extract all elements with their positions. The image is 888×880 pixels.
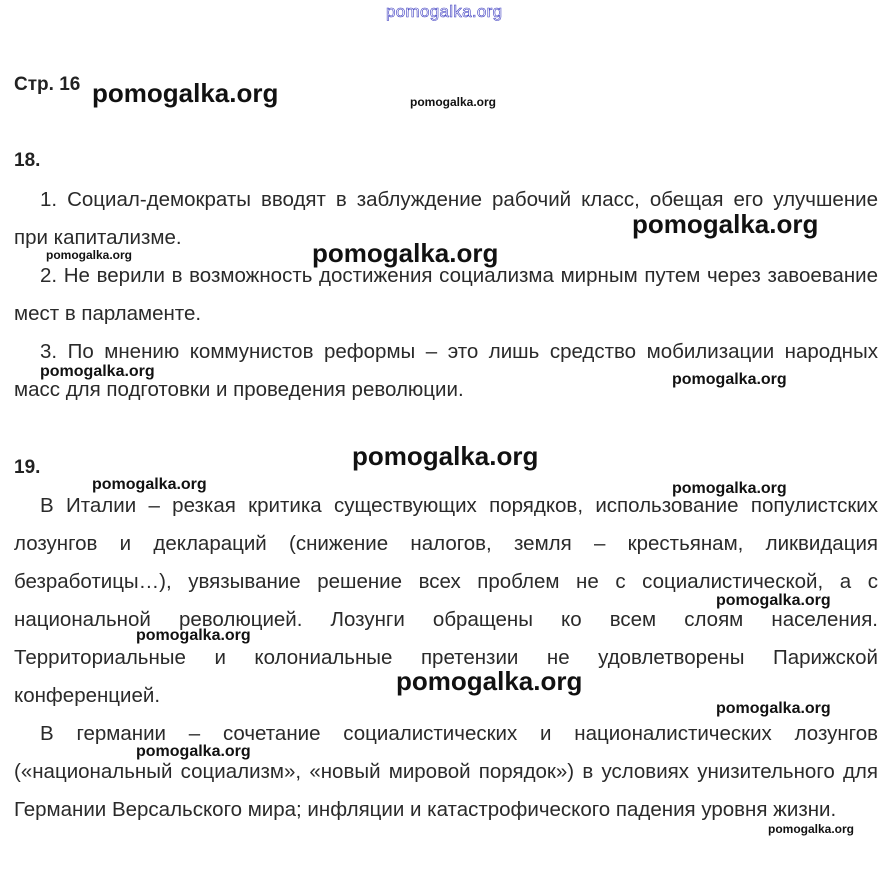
paragraph: 2. Не верили в возможность достижения социализма мирным путем через завоевание мест в парламенте. (14, 264, 878, 325)
page-label: Стр. 16 (14, 74, 81, 95)
watermark: pomogalka.org (136, 743, 251, 760)
watermark: pomogalka.org (46, 248, 133, 262)
watermark: pomogalka.org (92, 78, 279, 108)
watermark: pomogalka.org (716, 592, 831, 609)
task-number: 19. (14, 457, 41, 478)
watermark: pomogalka.org (672, 480, 787, 497)
watermark: pomogalka.org (632, 209, 819, 239)
watermark: pomogalka.org (396, 666, 583, 696)
paragraph: 3. По мнению коммунистов реформы – это лишь средство мобилизации народных масс для подготовки и проведения революции. (14, 340, 878, 401)
watermark: pomogalka.org (40, 363, 155, 380)
watermark: pomogalka.org (386, 2, 503, 21)
watermark: pomogalka.org (92, 476, 207, 493)
watermark: pomogalka.org (716, 700, 831, 717)
paragraph: В Италии – резкая критика существующих порядков, использование популистских лозунгов и деклараций (снижение налогов, земля – крестьянам, ликвидация безработицы…), увязывание решение всех проблем не с социалистической, а с национальной революцией. Лозунги обращены ко всем слоям населения. Территориальные и колониальные претензии не удовлетворены Парижской конференцией. (14, 494, 878, 707)
task-number: 18. (14, 150, 41, 171)
paragraph: В германии – сочетание социалистических и националистических лозунгов («национальный социализм», «новый мировой порядок») в условиях унизительного для Германии Версальского мира; инфляции и катастрофического падения уровня жизни. (14, 722, 878, 821)
watermark: pomogalka.org (672, 371, 787, 388)
watermark: pomogalka.org (410, 95, 497, 109)
watermark: pomogalka.org (352, 441, 539, 471)
watermark: pomogalka.org (768, 822, 855, 836)
task-19-text (14, 487, 878, 829)
watermark: pomogalka.org (312, 238, 499, 268)
watermark: pomogalka.org (136, 627, 251, 644)
paragraph: 1. Социал-демократы вводят в заблуждение рабочий класс, обещая его улучшение при капитализме. (14, 188, 878, 249)
